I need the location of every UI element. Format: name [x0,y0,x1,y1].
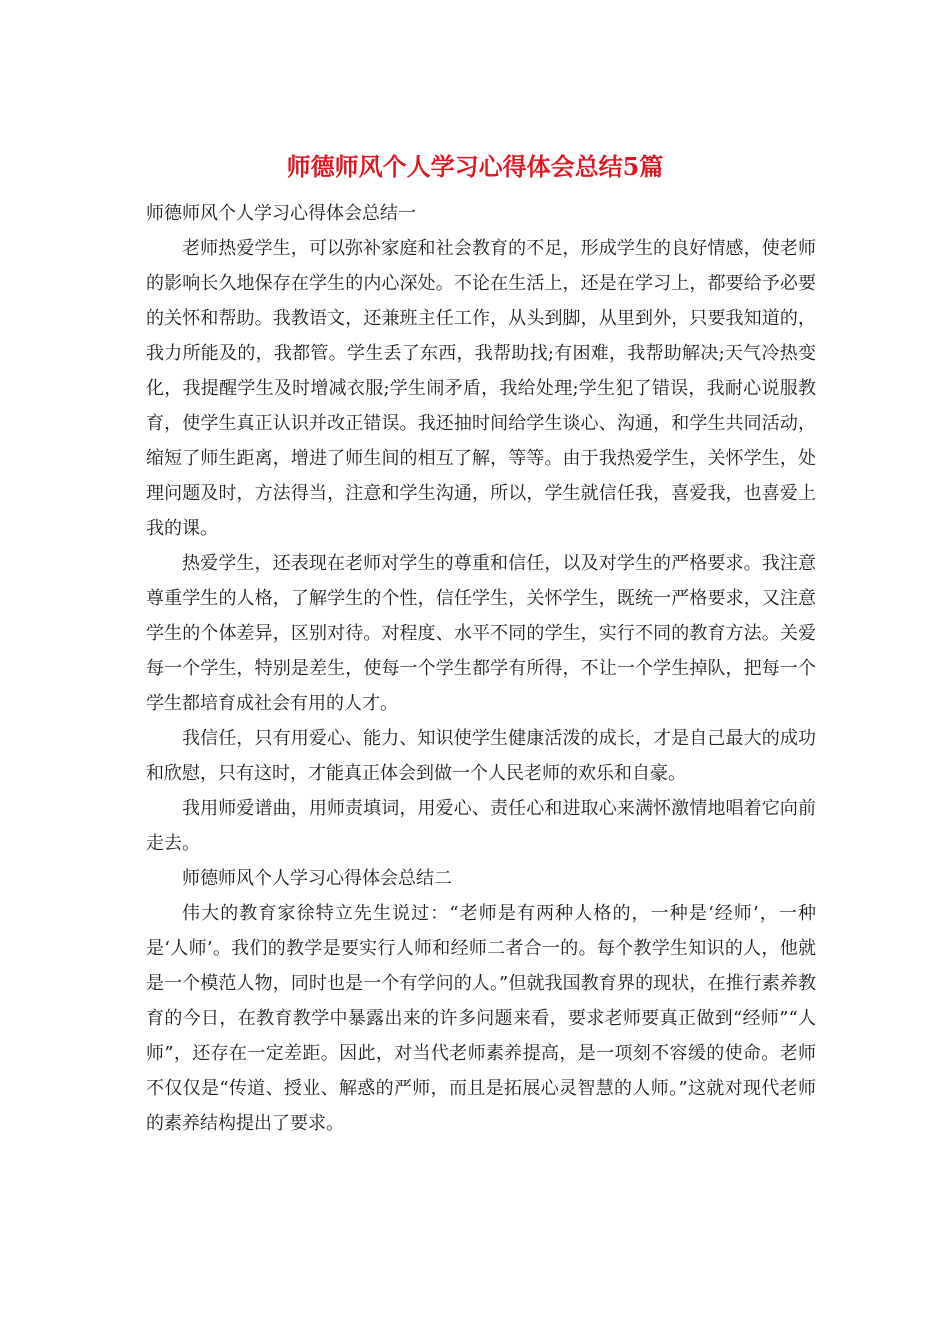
document-body [146,196,816,1141]
paragraph: 老师热爱学生，可以弥补家庭和社会教育的不足，形成学生的良好情感，使老师的影响长久地保存在学生的内心深处。不论在生活上，还是在学习上，都要给予必要的关怀和帮助。我教语文，还兼班主任工作，从头到脚，从里到外，只要我知道的，我力所能及的，我都管。学生丢了东西，我帮助找;有困难，我帮助解决;天气冷热变化，我提醒学生及时增减衣服;学生闹矛盾，我给处理;学生犯了错误，我耐心说服教育，使学生真正认识并改正错误。我还抽时间给学生谈心、沟通，和学生共同活动，缩短了师生距离，增进了师生间的相互了解，等等。由于我热爱学生，关怀学生，处理问题及时，方法得当，注意和学生沟通，所以，学生就信任我，喜爱我，也喜爱上我的课。 [146,238,816,539]
paragraph: 伟大的教育家徐特立先生说过：“老师是有两种人格的，一种是‘经师’，一种是‘人师’。我们的教学是要实行人师和经师二者合一的。每个教学生知识的人，他就是一个模范人物，同时也是一个有学问的人。”但就我国教育界的现状，在推行素养教育的今日，在教育教学中暴露出来的许多问题来看，要求老师要真正做到“经师”“人师”，还存在一定差距。因此，对当代老师素养提高，是一项刻不容缓的使命。老师不仅仅是“传道、授业、解惑的严师，而且是拓展心灵智慧的人师。”这就对现代老师的素养结构提出了要求。 [146,903,816,1134]
paragraph: 我信任，只有用爱心、能力、知识使学生健康活泼的成长，才是自己最大的成功和欣慰，只有这时，才能真正体会到做一个人民老师的欢乐和自豪。 [146,728,816,784]
section-heading: 师德师风个人学习心得体会总结一 [146,203,416,224]
section-heading: 师德师风个人学习心得体会总结二 [182,868,452,889]
document-title: 师德师风个人学习心得体会总结5篇 [286,152,664,181]
paragraph: 我用师爱谱曲，用师责填词，用爱心、责任心和进取心来满怀激情地唱着它向前走去。 [146,798,816,854]
paragraph: 热爱学生，还表现在老师对学生的尊重和信任，以及对学生的严格要求。我注意尊重学生的人格，了解学生的个性，信任学生，关怀学生，既统一严格要求，又注意学生的个体差异，区别对待。对程度、水平不同的学生，实行不同的教育方法。关爱每一个学生，特别是差生，使每一个学生都学有所得，不让一个学生掉队，把每一个学生都培育成社会有用的人才。 [146,553,816,714]
